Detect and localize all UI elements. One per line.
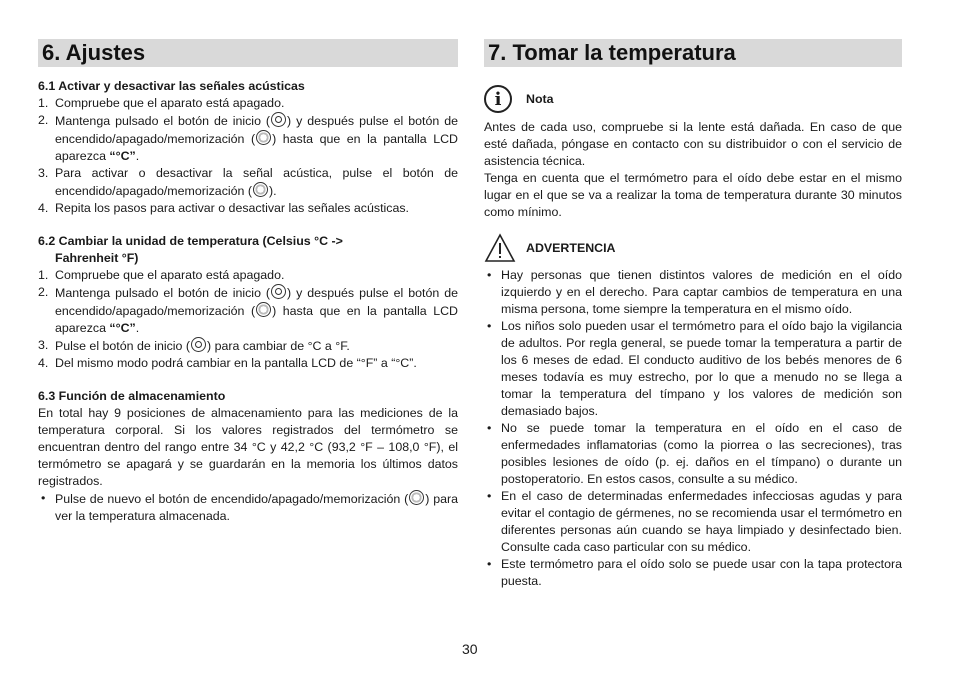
subsection-title-6-1: 6.1 Activar y desactivar las señales acústicas [38,79,305,93]
list-item: 3. Pulse el botón de inicio ( ) para cambiar de °C a °F. [38,338,350,353]
section-heading-ajustes: 6. Ajustes [38,39,458,67]
list-item: • Hay personas que tienen distintos valores de medición en el oído izquierdo y en el derecho. Para captar cambios de temperatura en una misma persona, tome siempre la temperatura en el mismo oído. [487,268,902,316]
note-header [484,85,902,113]
list-item: • Pulse de nuevo el botón de encendido/apagado/memorización ( ) para ver la temperatura almacenada. [41,491,458,523]
list-item: 4. Repita los pasos para activar o desactivar las señales acústicas. [38,201,409,215]
list-item: 1. Compruebe que el aparato está apagado. [38,268,285,282]
list-item: • En el caso de determinadas enfermedades infecciosas agudas y para evitar el contagio de gérmenes, no se recomienda usar el termómetro en diferentes personas aún cuando se haya limpiado y desinfectado bien. Consulte cada caso particular con su médico. [487,489,902,554]
warning-label: ADVERTENCIA [526,241,616,255]
storage-paragraph: En total hay 9 posiciones de almacenamiento para las mediciones de la temperatura corporal. Si los valores registrados del termómetro se encuentran dentro del rango entre 34 °C y 42,2 °C (93,2 °F – 108,0 °F), el termómetro se apagará y se guardarán en la memoria los últimos datos registrados. [38,406,458,488]
list-item: 2. Mantenga pulsado el botón de inicio ( ) y después pulse el botón de encendido/apagado/memorización ( ) hasta que en la pantalla LCD aparezca “°C”. [38,113,458,163]
list-item: • Este termómetro para el oído solo se puede usar con la tapa protectora puesta. [487,557,902,588]
memory-button-icon [256,130,271,145]
memory-button-icon [256,302,271,317]
list-item: 2. Mantenga pulsado el botón de inicio ( ) y después pulse el botón de encendido/apagado/memorización ( ) hasta que en la pantalla LCD aparezca “°C”. [38,285,458,335]
subsection-title-6-3: 6.3 Función de almacenamiento [38,389,226,403]
list-6-2 [38,267,458,372]
memory-button-icon [253,182,268,197]
subsection-title-6-2: 6.2 Cambiar la unidad de temperatura (Celsius °C -> Fahrenheit °F) [38,234,343,265]
list-item: 4. Del mismo modo podrá cambiar en la pantalla LCD de “°F” a “°C”. [38,356,417,370]
list-item: 3. Para activar o desactivar la señal acústica, pulse el botón de encendido/apagado/memorización ( ). [38,166,458,198]
warning-list [484,267,902,590]
note-paragraph-2: Tenga en cuenta que el termómetro para el oído debe estar en el mismo lugar en el que se va a realizar la toma de temperatura durante 30 minutos como mínimo. [484,171,902,219]
page-number: 30 [462,641,478,657]
section-heading-tomar-temperatura: 7. Tomar la temperatura [484,39,902,67]
power-button-icon [271,112,286,127]
info-icon: i [484,85,512,113]
list-item: 1. Compruebe que el aparato está apagado. [38,96,285,110]
list-item: • Los niños solo pueden usar el termómetro para el oído bajo la vigilancia de adultos. Por regla general, se puede tomar la temperatura a partir de los 6 meses de edad. El conducto auditivo de los bebés menores de 6 meses todavía es muy estrecho, por lo que a menudo no se llega a tomar la temperatura del tímpano y los valores de medición son demasiado bajos. [487,319,902,418]
power-button-icon [271,284,286,299]
memory-button-icon [409,490,424,505]
list-6-1 [38,95,458,217]
right-column [484,39,902,590]
list-6-3 [38,490,458,525]
list-item: • No se puede tomar la temperatura en el oído en el caso de enfermedades inflamatorias (como la piorrea o las secreciones), tras posibles lesiones de oído (p. ej. daños en el tímpano) o durante un postoperatorio. En estos casos, consulte a su médico. [487,421,902,486]
note-paragraph-1: Antes de cada uso, compruebe si la lente está dañada. En caso de que esté dañada, póngase en contacto con su distribuidor o con el servicio de asistencia técnica. [484,120,902,168]
note-label: Nota [526,92,554,106]
warning-triangle-icon [484,233,516,263]
left-column [38,39,458,525]
warning-header [484,233,902,263]
power-button-icon [191,337,206,352]
